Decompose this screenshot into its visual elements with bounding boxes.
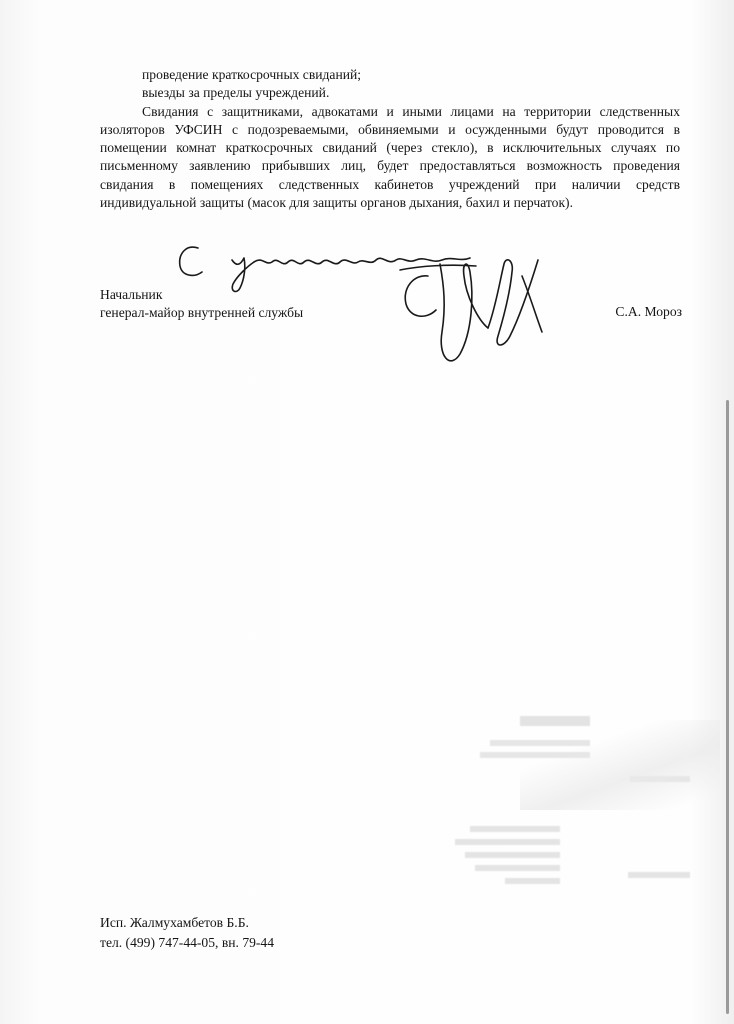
- executor-name: Исп. Жалмухамбетов Б.Б.: [100, 915, 249, 930]
- handwritten-signature: [170, 236, 580, 386]
- signatory-rank: генерал-майор внутренней службы: [100, 305, 304, 321]
- paper-fold-highlight: [520, 720, 720, 810]
- executor-phone: тел. (499) 747-44-05, вн. 79-44: [100, 935, 275, 950]
- list-item-short-visits: проведение краткосрочных свиданий;: [142, 67, 362, 82]
- bleed-through-text-lower: [450, 826, 560, 896]
- document-body: [100, 66, 680, 212]
- list-item-trips: выезды за пределы учреждений.: [142, 85, 330, 101]
- executor-info: [100, 913, 274, 953]
- bleed-through-text-lower-right: [620, 872, 690, 886]
- scrollbar[interactable]: [726, 400, 729, 1014]
- signatory-name: С.А. Мороз: [615, 304, 682, 319]
- visits-paragraph: Свидания с защитниками, адвокатами и иными лицами на территории следственных изоляторов УФСИН с подозреваемыми, обвиняемыми и осужденными будут проводится в помещении комнат краткосрочных свиданий (через стекло), в исключительных случаях по письменному заявлению прибывших лиц, будет предоставляться возможность проведения свидания в помещениях следственных кабинетов учреждений при наличии средств индивидуальной защиты (масок для защиты органов дыхания, бахил и перчаток).: [100, 103, 680, 211]
- signatory-position: Начальник: [100, 287, 163, 302]
